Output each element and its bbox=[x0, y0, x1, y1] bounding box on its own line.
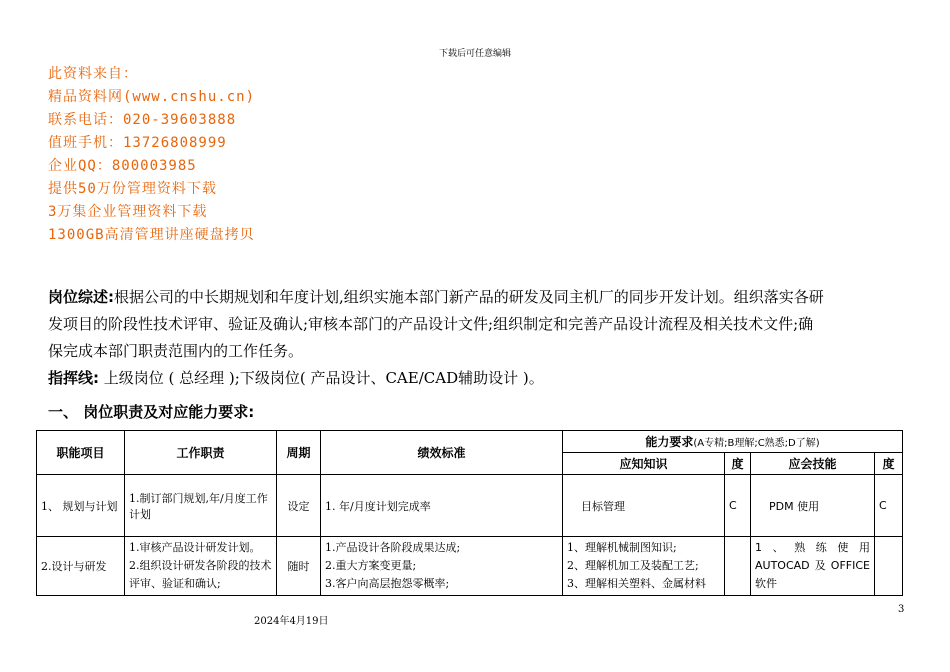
summary-text-3: 保完成本部门职责范围内的工作任务。 bbox=[48, 342, 304, 360]
promo-line: 企业QQ：800003985 bbox=[48, 158, 197, 174]
promo-line: 此资料来自： bbox=[48, 66, 138, 82]
header-ability bbox=[563, 431, 903, 453]
promo-line: 值班手机：13726808999 bbox=[48, 135, 227, 151]
header-knowledge: 应知知识 bbox=[563, 453, 725, 475]
command-text: 上级岗位 ( 总经理 );下级岗位( 产品设计、CAE/CAD辅助设计 )。 bbox=[99, 369, 544, 387]
cell-degree-1: C bbox=[725, 475, 751, 537]
promo-line: 精品资料网(www.cnshu.cn) bbox=[48, 89, 256, 105]
cell-knowledge-line: 1、理解机械制图知识; bbox=[567, 541, 677, 554]
page-number: 3 bbox=[898, 604, 905, 615]
cell-period: 设定 bbox=[277, 475, 321, 537]
promo-line: 提供50万份管理资料下载 bbox=[48, 181, 217, 197]
header-period: 周期 bbox=[277, 431, 321, 475]
promo-line: 1300GB高清管理讲座硬盘拷贝 bbox=[48, 227, 255, 243]
header-standard: 绩效标准 bbox=[321, 431, 563, 475]
cell-standard-line: 3.客户向高层抱怨零概率; bbox=[325, 577, 450, 590]
cell-item: 2.设计与研发 bbox=[37, 537, 125, 596]
cell-knowledge: 目标管理 bbox=[563, 475, 725, 537]
section-title: 一、 岗位职责及对应能力要求: bbox=[48, 403, 255, 421]
cell-knowledge bbox=[563, 537, 725, 596]
footer-date: 2024年4月19日 bbox=[254, 616, 329, 627]
cell-duty: 1.制订部门规划,年/月度工作计划 bbox=[125, 475, 277, 537]
promo-line: 联系电话：020-39603888 bbox=[48, 112, 237, 128]
cell-degree-1 bbox=[725, 537, 751, 596]
promo-block bbox=[48, 63, 255, 247]
cell-duty-line: 2.组织设计研发各阶段的技术评审、验证和确认; bbox=[129, 559, 272, 590]
header-item: 职能项目 bbox=[37, 431, 125, 475]
cell-knowledge-line: 3、理解相关塑料、金属材料 bbox=[567, 577, 706, 590]
cell-standard-line: 1.产品设计各阶段成果达成; bbox=[325, 541, 461, 554]
command-label: 指挥线: bbox=[48, 369, 99, 387]
header-skill: 应会技能 bbox=[751, 453, 875, 475]
promo-line: 3万集企业管理资料下载 bbox=[48, 204, 208, 220]
duty-table bbox=[36, 430, 903, 596]
cell-period: 随时 bbox=[277, 537, 321, 596]
cell-standard: 1. 年/月度计划完成率 bbox=[321, 475, 563, 537]
cell-skill: 1、熟练使用AUTOCAD及OFFICE软件 bbox=[751, 537, 875, 596]
cell-duty bbox=[125, 537, 277, 596]
header-degree-1: 度 bbox=[725, 453, 751, 475]
table-row bbox=[37, 475, 903, 537]
summary-text-1: 根据公司的中长期规划和年度计划,组织实施本部门新产品的研发及同主机厂的同步开发计划。组织落实各研 bbox=[114, 288, 824, 306]
header-degree-2: 度 bbox=[875, 453, 903, 475]
cell-degree-2: C bbox=[875, 475, 903, 537]
summary-text-2: 发项目的阶段性技术评审、验证及确认;审核本部门的产品设计文件;组织制定和完善产品设计流程及相关技术文件;确 bbox=[48, 315, 814, 333]
header-duty: 工作职责 bbox=[125, 431, 277, 475]
job-summary bbox=[48, 284, 908, 392]
cell-duty-line: 1.审核产品设计研发计划。 bbox=[129, 541, 261, 554]
cell-item: 1、 规划与计划 bbox=[37, 475, 125, 537]
header-ability-label: 能力要求 bbox=[645, 435, 694, 449]
header-ability-note: (A专精;B理解;C熟悉;D了解) bbox=[693, 438, 820, 449]
cell-skill: PDM 使用 bbox=[751, 475, 875, 537]
cell-knowledge-line: 2、理解机加工及装配工艺; bbox=[567, 559, 699, 572]
summary-label: 岗位综述: bbox=[48, 288, 114, 306]
page-header-note: 下载后可任意编辑 bbox=[438, 49, 511, 59]
cell-degree-2 bbox=[875, 537, 903, 596]
cell-standard bbox=[321, 537, 563, 596]
cell-standard-line: 2.重大方案变更量; bbox=[325, 559, 417, 572]
table-row bbox=[37, 537, 903, 596]
